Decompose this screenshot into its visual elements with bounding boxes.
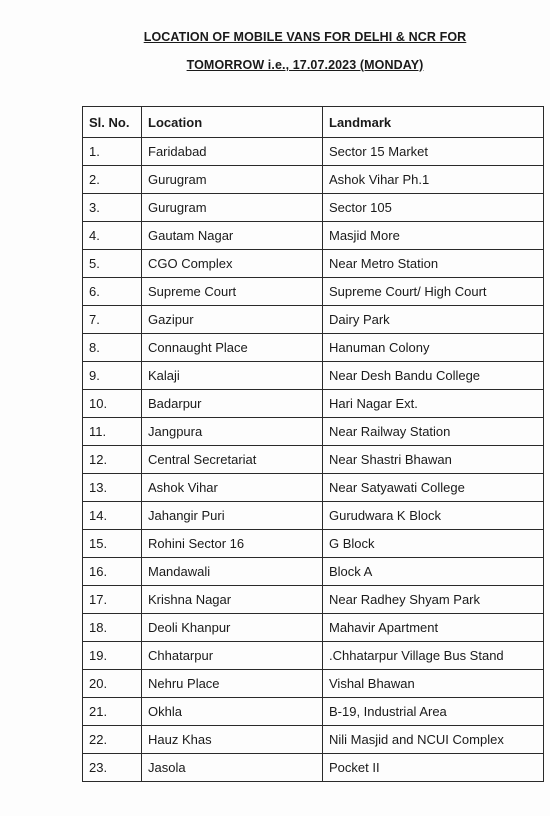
table-row <box>83 558 544 586</box>
cell-serial-number: 21. <box>83 698 142 726</box>
table-header-row <box>83 107 544 138</box>
cell-landmark: Hari Nagar Ext. <box>323 390 544 418</box>
cell-location: Jasola <box>142 754 323 782</box>
cell-serial-number: 1. <box>83 138 142 166</box>
cell-serial-number: 9. <box>83 362 142 390</box>
table-body <box>83 138 544 782</box>
table-row <box>83 530 544 558</box>
table-row <box>83 642 544 670</box>
table-row <box>83 166 544 194</box>
cell-serial-number: 6. <box>83 278 142 306</box>
cell-landmark: Masjid More <box>323 222 544 250</box>
cell-landmark: Gurudwara K Block <box>323 502 544 530</box>
cell-location: Rohini Sector 16 <box>142 530 323 558</box>
document-title-line-1: LOCATION OF MOBILE VANS FOR DELHI & NCR FOR <box>143 30 467 44</box>
cell-location: Gurugram <box>142 194 323 222</box>
table-row <box>83 278 544 306</box>
cell-location: Mandawali <box>142 558 323 586</box>
cell-landmark: Hanuman Colony <box>323 334 544 362</box>
header-landmark: Landmark <box>323 107 544 138</box>
cell-serial-number: 15. <box>83 530 142 558</box>
table-row <box>83 222 544 250</box>
cell-serial-number: 17. <box>83 586 142 614</box>
cell-location: Gazipur <box>142 306 323 334</box>
cell-landmark: Block A <box>323 558 544 586</box>
cell-serial-number: 7. <box>83 306 142 334</box>
table-row <box>83 754 544 782</box>
cell-location: Deoli Khanpur <box>142 614 323 642</box>
cell-location: Ashok Vihar <box>142 474 323 502</box>
cell-location: Connaught Place <box>142 334 323 362</box>
cell-location: Chhatarpur <box>142 642 323 670</box>
cell-serial-number: 20. <box>83 670 142 698</box>
table-row <box>83 446 544 474</box>
cell-location: Faridabad <box>142 138 323 166</box>
cell-landmark: B-19, Industrial Area <box>323 698 544 726</box>
table-row <box>83 698 544 726</box>
cell-landmark: Near Desh Bandu College <box>323 362 544 390</box>
cell-serial-number: 3. <box>83 194 142 222</box>
table-row <box>83 390 544 418</box>
cell-location: Supreme Court <box>142 278 323 306</box>
table-row <box>83 502 544 530</box>
cell-landmark: Mahavir Apartment <box>323 614 544 642</box>
cell-landmark: Near Railway Station <box>323 418 544 446</box>
cell-location: CGO Complex <box>142 250 323 278</box>
cell-location: Krishna Nagar <box>142 586 323 614</box>
cell-location: Nehru Place <box>142 670 323 698</box>
cell-location: Jahangir Puri <box>142 502 323 530</box>
table-row <box>83 726 544 754</box>
document-title-line-2: TOMORROW i.e., 17.07.2023 (MONDAY) <box>186 58 424 72</box>
cell-landmark: G Block <box>323 530 544 558</box>
cell-serial-number: 13. <box>83 474 142 502</box>
cell-landmark: Vishal Bhawan <box>323 670 544 698</box>
cell-location: Jangpura <box>142 418 323 446</box>
cell-serial-number: 4. <box>83 222 142 250</box>
cell-landmark: .Chhatarpur Village Bus Stand <box>323 642 544 670</box>
cell-serial-number: 12. <box>83 446 142 474</box>
table-row <box>83 418 544 446</box>
cell-serial-number: 18. <box>83 614 142 642</box>
cell-serial-number: 11. <box>83 418 142 446</box>
cell-location: Okhla <box>142 698 323 726</box>
table-row <box>83 334 544 362</box>
cell-serial-number: 14. <box>83 502 142 530</box>
cell-location: Central Secretariat <box>142 446 323 474</box>
cell-location: Gautam Nagar <box>142 222 323 250</box>
cell-landmark: Ashok Vihar Ph.1 <box>323 166 544 194</box>
table-row <box>83 586 544 614</box>
cell-landmark: Near Shastri Bhawan <box>323 446 544 474</box>
table-row <box>83 306 544 334</box>
cell-location: Badarpur <box>142 390 323 418</box>
cell-location: Gurugram <box>142 166 323 194</box>
cell-landmark: Nili Masjid and NCUI Complex <box>323 726 544 754</box>
cell-landmark: Supreme Court/ High Court <box>323 278 544 306</box>
cell-location: Kalaji <box>142 362 323 390</box>
cell-serial-number: 19. <box>83 642 142 670</box>
cell-landmark: Near Metro Station <box>323 250 544 278</box>
header-serial-number: Sl. No. <box>83 107 142 138</box>
cell-location: Hauz Khas <box>142 726 323 754</box>
table-row <box>83 670 544 698</box>
cell-landmark: Near Satyawati College <box>323 474 544 502</box>
cell-serial-number: 23. <box>83 754 142 782</box>
cell-serial-number: 8. <box>83 334 142 362</box>
table-row <box>83 250 544 278</box>
table-row <box>83 362 544 390</box>
cell-landmark: Sector 15 Market <box>323 138 544 166</box>
cell-serial-number: 5. <box>83 250 142 278</box>
table-row <box>83 138 544 166</box>
cell-landmark: Near Radhey Shyam Park <box>323 586 544 614</box>
table-row <box>83 474 544 502</box>
header-location: Location <box>142 107 323 138</box>
cell-landmark: Dairy Park <box>323 306 544 334</box>
cell-landmark: Sector 105 <box>323 194 544 222</box>
cell-serial-number: 22. <box>83 726 142 754</box>
cell-serial-number: 2. <box>83 166 142 194</box>
cell-serial-number: 16. <box>83 558 142 586</box>
table-row <box>83 614 544 642</box>
cell-serial-number: 10. <box>83 390 142 418</box>
cell-landmark: Pocket II <box>323 754 544 782</box>
table-row <box>83 194 544 222</box>
mobile-vans-table <box>82 106 544 782</box>
